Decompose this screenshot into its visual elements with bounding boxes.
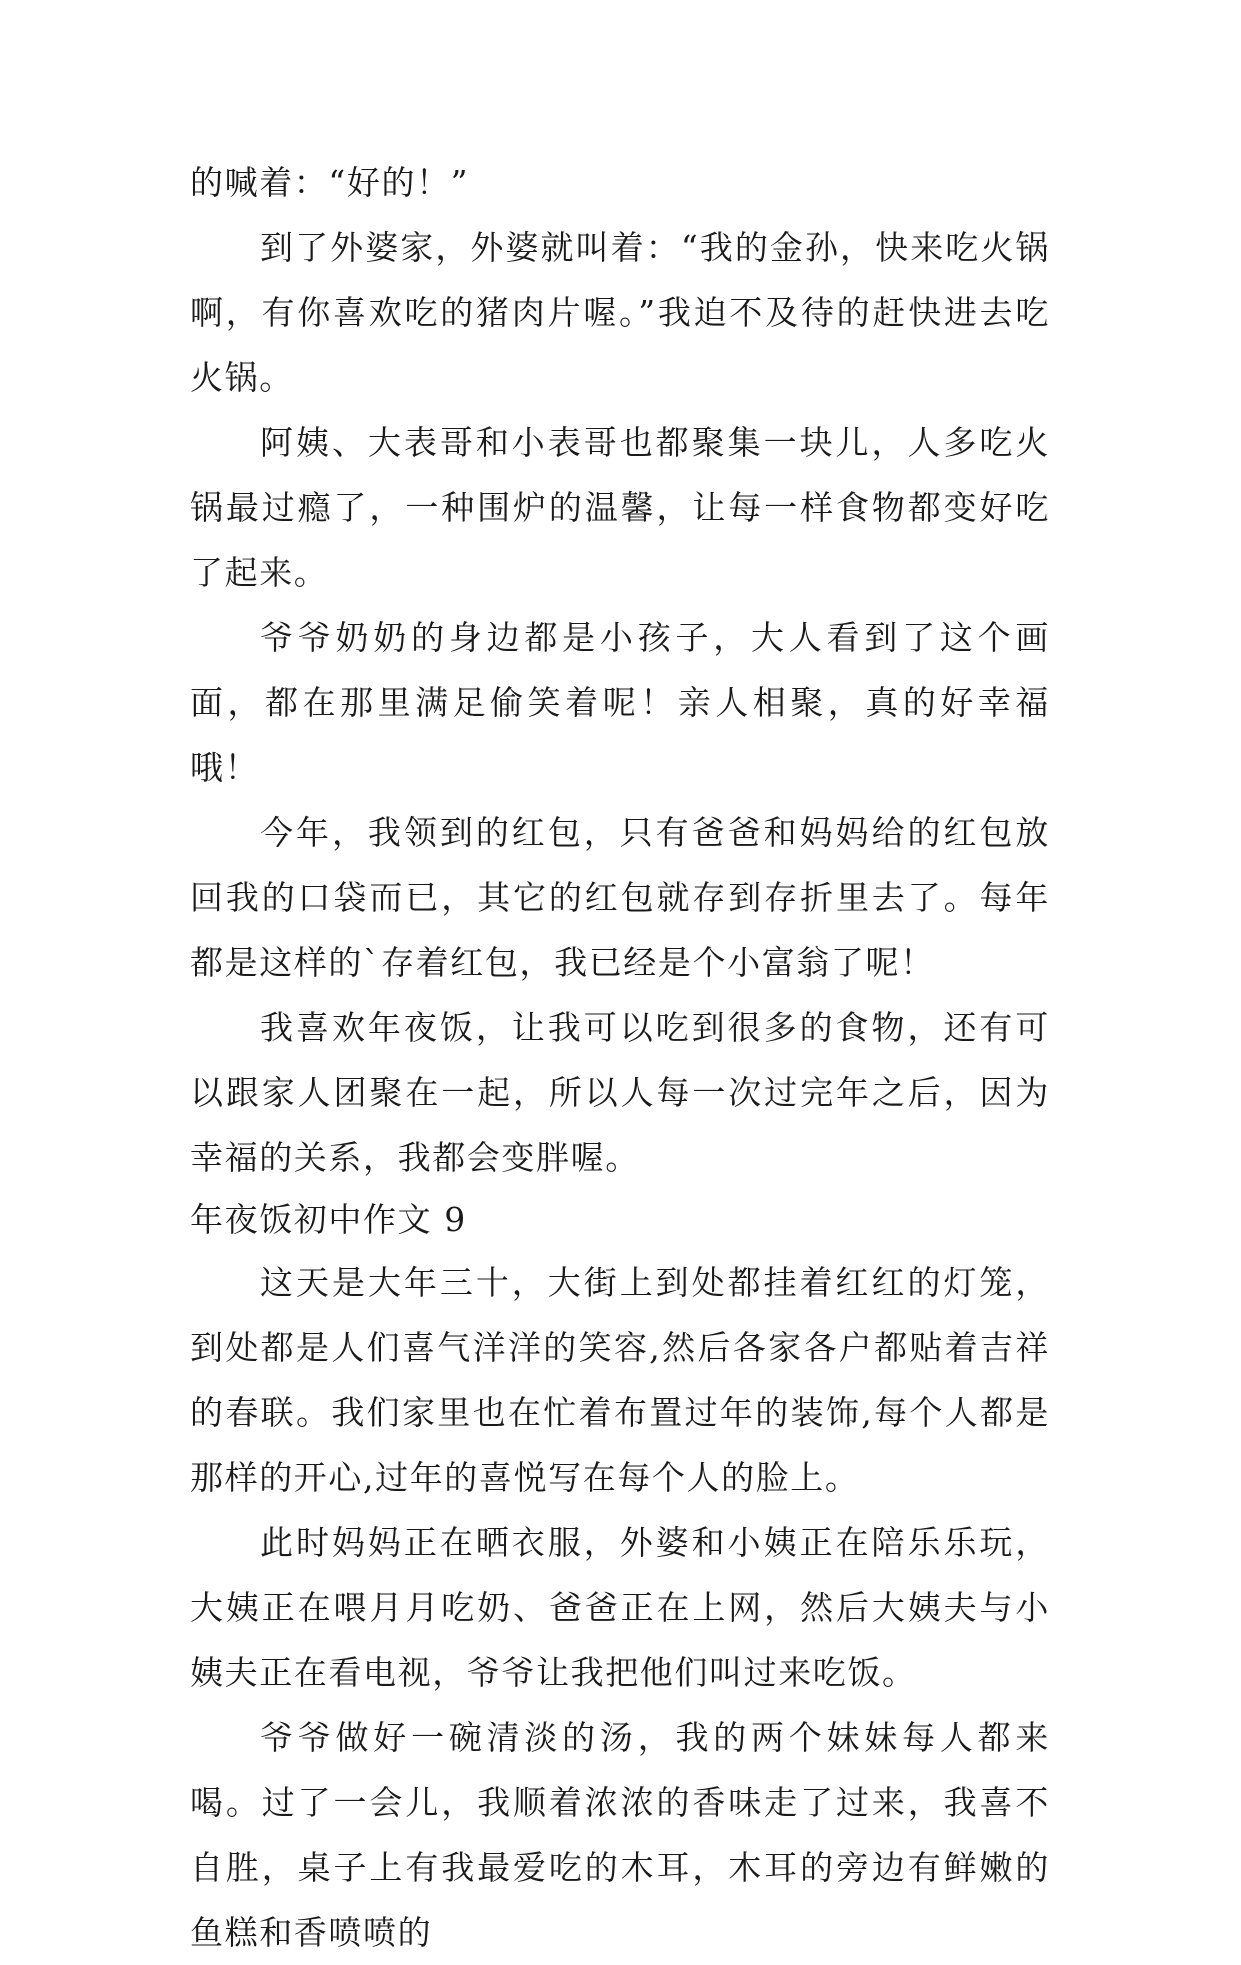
- paragraph: 此时妈妈正在晒衣服，外婆和小姨正在陪乐乐玩，大姨正在喂月月吃奶、爸爸正在上网，然后大姨夫与小姨夫正在看电视，爷爷让我把他们叫过来吃饭。: [190, 1523, 1050, 1692]
- paragraph: 我喜欢年夜饭，让我可以吃到很多的食物，还有可以跟家人团聚在一起，所以人每一次过完年之后，因为幸福的关系，我都会变胖喔。: [190, 1008, 1050, 1177]
- paragraph: 爷爷做好一碗清淡的汤，我的两个妹妹每人都来喝。过了一会儿，我顺着浓浓的香味走了过来，我喜不自胜，桌子上有我最爱吃的木耳，木耳的旁边有鲜嫩的鱼糕和香喷喷的: [190, 1718, 1050, 1952]
- paragraph: 这天是大年三十，大街上到处都挂着红红的灯笼，到处都是人们喜气洋洋的笑容,然后各家各户都贴着吉祥的春联。我们家里也在忙着布置过年的装饰,每个人都是那样的开心,过年的喜悦写在每个人的脸上。: [190, 1263, 1050, 1497]
- document-page: [190, 150, 1050, 1965]
- paragraph: 爷爷奶奶的身边都是小孩子，大人看到了这个画面，都在那里满足偷笑着呢！亲人相聚，真的好幸福哦！: [190, 618, 1050, 787]
- section-heading: 年夜饭初中作文 9: [190, 1200, 467, 1239]
- paragraph: 阿姨、大表哥和小表哥也都聚集一块儿，人多吃火锅最过瘾了，一种围炉的温馨，让每一样食物都变好吃了起来。: [190, 423, 1050, 592]
- paragraph: 今年，我领到的红包，只有爸爸和妈妈给的红包放回我的口袋而已，其它的红包就存到存折里去了。每年都是这样的`存着红包，我已经是个小富翁了呢！: [190, 813, 1050, 982]
- paragraph-continuation: 的喊着：“好的！”: [190, 163, 470, 202]
- paragraph: 到了外婆家，外婆就叫着：“我的金孙，快来吃火锅啊，有你喜欢吃的猪肉片喔。”我迫不及待的赶快进去吃火锅。: [190, 228, 1050, 397]
